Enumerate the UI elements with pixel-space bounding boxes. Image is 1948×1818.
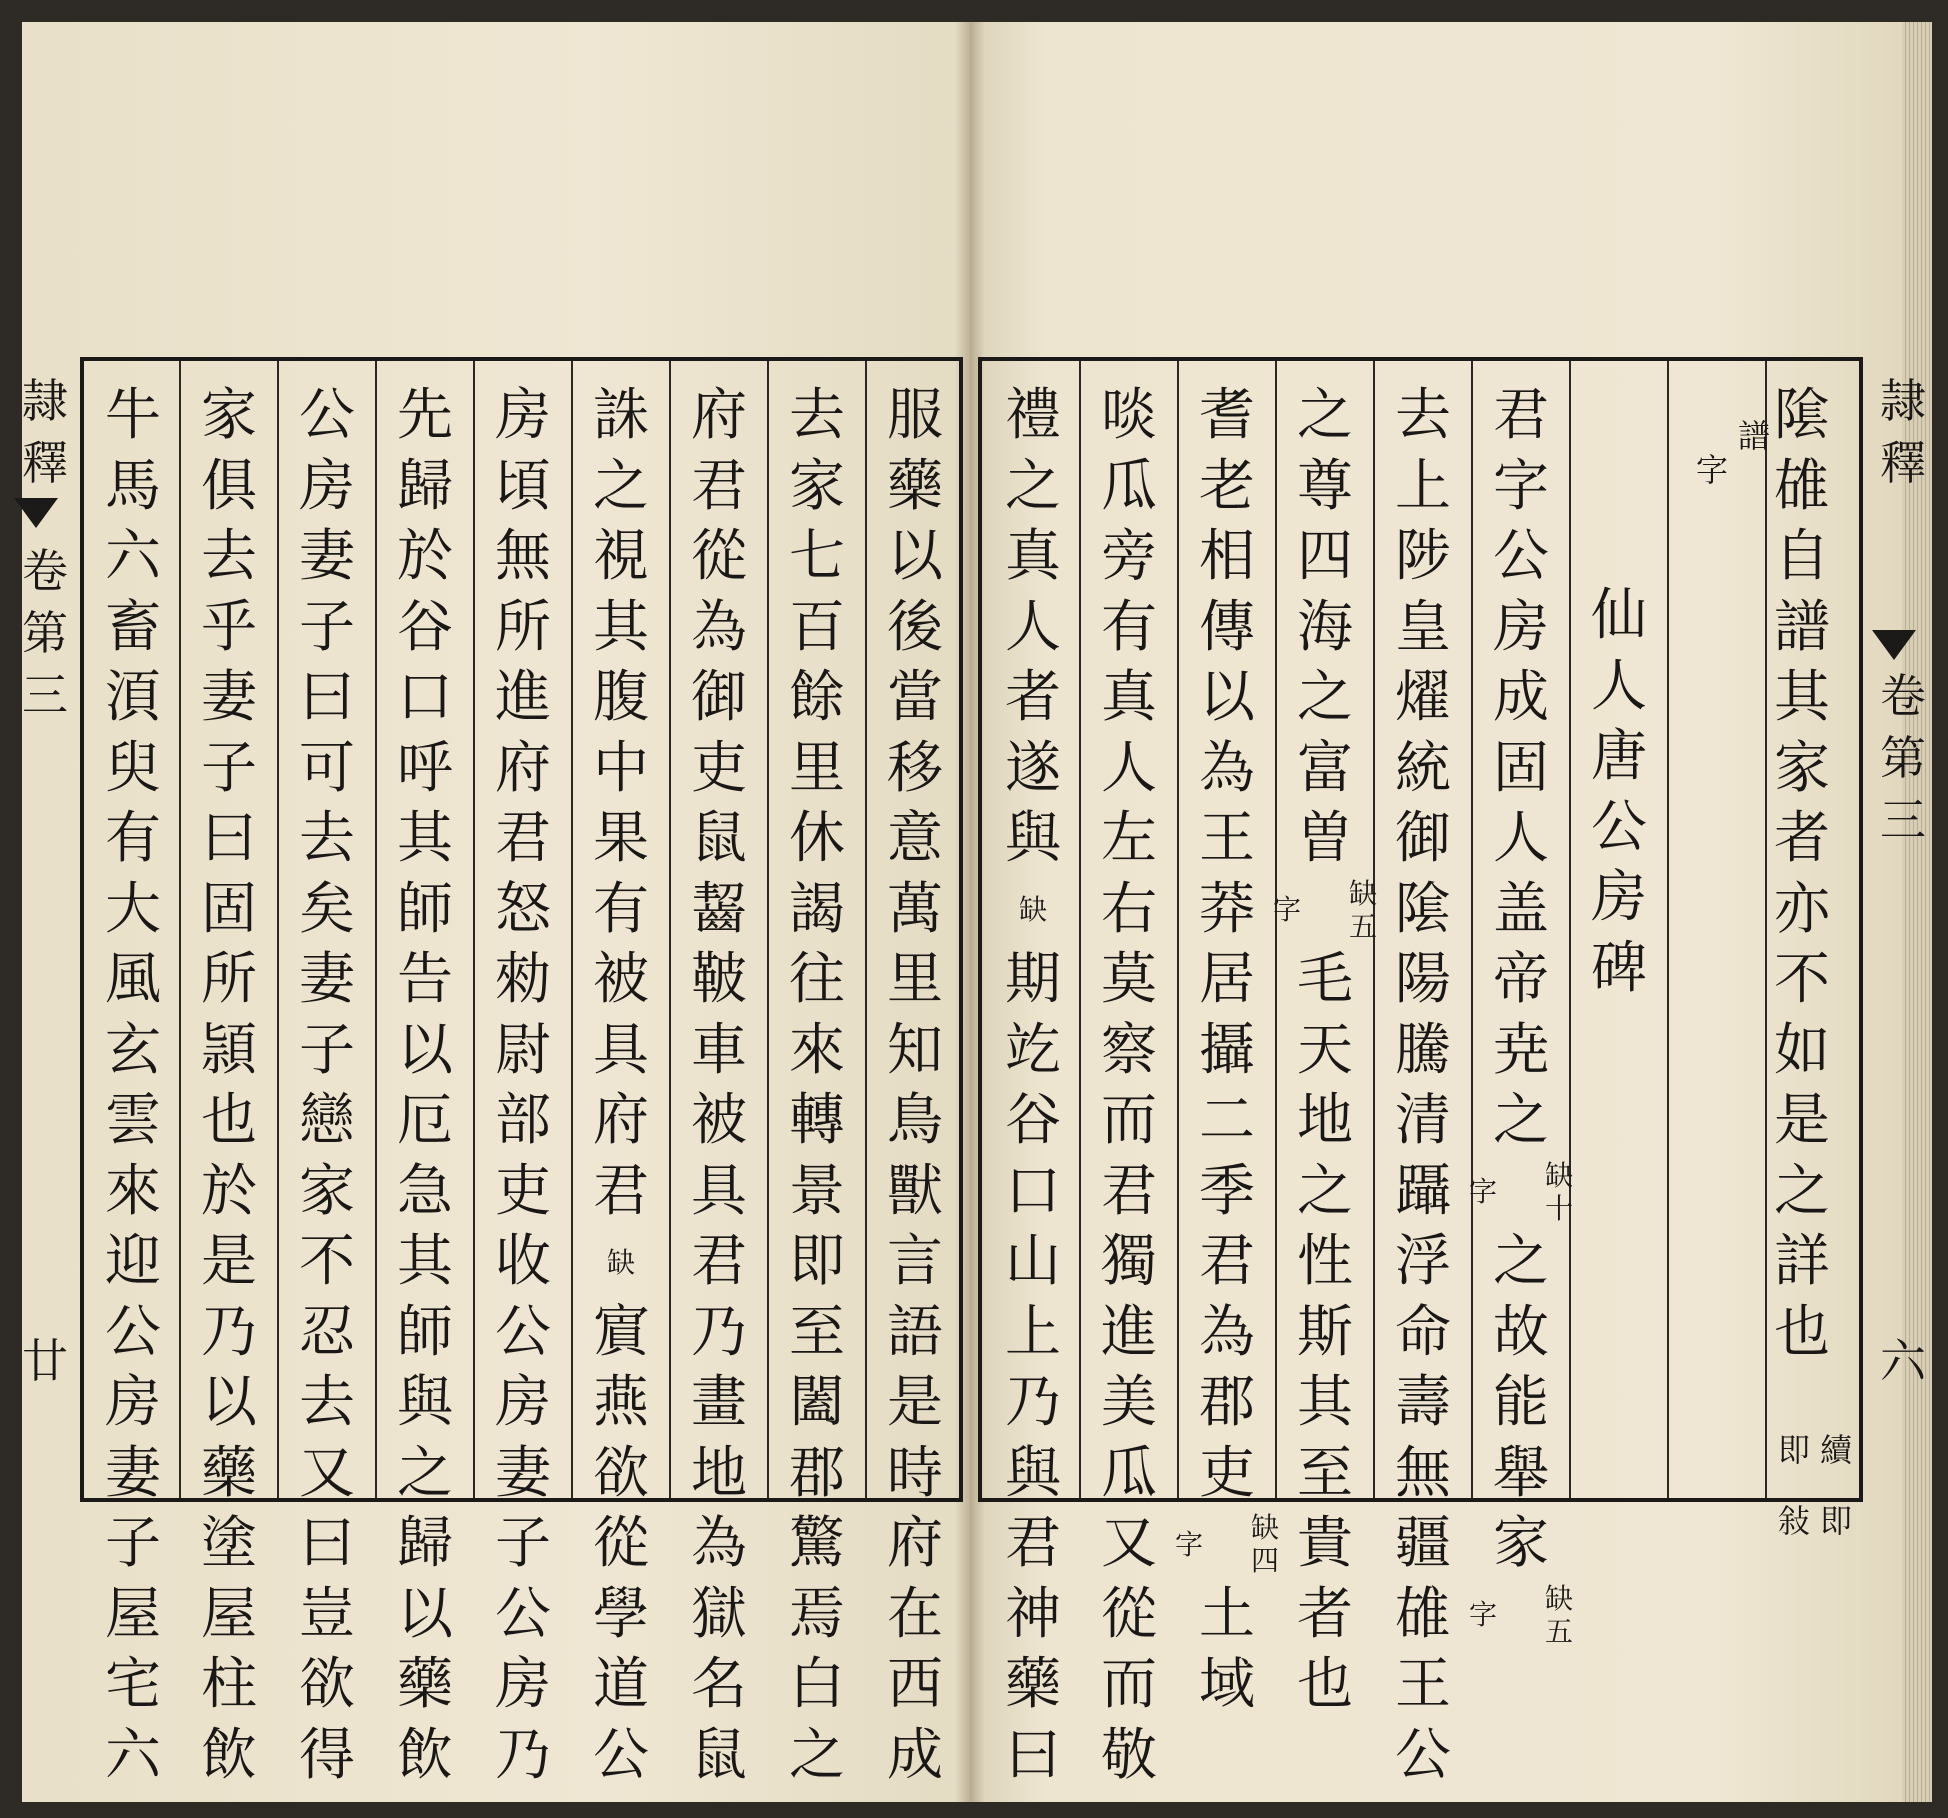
left-col-5: 房 頃 無 所 進 府 君 怒 勑 尉 部 吏 收 公 房 妻 子 公 房 乃: [495, 383, 551, 1788]
left-col-8: 家 俱 去 乎 妻 子 曰 固 所 頴 也 於 是 乃 以 藥 塗 屋 柱 飲: [201, 383, 257, 1788]
right-fold-mark: [1872, 630, 1916, 660]
left-col-4: 誅 之 視 其 腹 中 果 有 被 具 府 君 缺 賔 燕 欲 從 學 道 公: [593, 383, 649, 1788]
right-col-1: 隂 䧺 自 譜 其 家 者 亦 不 如 是 之 詳 也: [1774, 383, 1830, 1365]
right-margin-title-mid: 卷 第 三: [1880, 669, 1926, 847]
left-fold-mark: [14, 498, 58, 528]
right-col-4: 君 字 公 房 成 固 人 盖 帝 尭 之 缺 十 字 之 故 能 舉 家 缺 五 字: [1468, 383, 1573, 1648]
left-margin-title-top: 隷 釋: [22, 374, 68, 490]
left-col-3: 府 君 從 為 御 吏 鼠 齧 鞁 車 被 具 君 乃 畫 地 為 獄 名 鼠: [691, 383, 747, 1788]
left-col-2: 去 家 七 百 餘 里 休 謁 往 來 轉 景 即 至 闔 郡 驚 焉 白 之: [789, 383, 845, 1788]
left-text-frame: [80, 357, 963, 1788]
right-col-8: 啖 瓜 旁 有 真 人 左 右 莫 察 而 君 獨 進 美 瓜 又 從 而 敬: [1101, 383, 1157, 1788]
right-col-7: 耆 老 相 傳 以 為 王 莽 居 攝 二 季 君 為 郡 吏 缺 四 字 土 域: [1174, 383, 1279, 1717]
left-margin-title-mid: 卷 第 三: [22, 544, 68, 722]
left-col-7: 公 房 妻 子 曰 可 去 矣 妻 子 戀 家 不 忍 去 又 曰 豈 欲 得: [299, 383, 355, 1788]
right-margin-page-number: 六: [1880, 1334, 1926, 1388]
left-col-1: 服 藥 以 後 當 移 意 萬 里 知 鳥 獸 言 語 是 時 府 在 西 成: [887, 383, 943, 1788]
right-col-1-notes: 續 即 即 敍: [1777, 1431, 1852, 1540]
right-col-2: 譜 字: [1695, 417, 1770, 489]
page-edges: [1902, 22, 1932, 1802]
left-col-6: 先 歸 於 谷 口 呼 其 師 告 以 厄 急 其 師 與 之 歸 以 藥 飲: [397, 383, 453, 1788]
right-col-9: 禮 之 真 人 者 遂 與 缺 期 䇄 谷 口 山 上 乃 與 君 神 藥 曰: [1005, 383, 1061, 1788]
right-text-frame: [978, 357, 1863, 1788]
stele-title: 仙 人 唐 公 房 碑: [1591, 583, 1647, 1001]
right-margin-title-top: 隷 釋: [1880, 374, 1926, 490]
left-margin-page-number: 廿: [22, 1334, 68, 1388]
right-col-5: 去 上 陟 皇 燿 統 御 隂 陽 騰 清 躡 浮 命 壽 無 疆 䧺 王 公: [1395, 383, 1451, 1788]
left-col-9: 牛 馬 六 畜 湏 臾 有 大 風 玄 雲 來 迎 公 房 妻 子 屋 宅 六: [105, 383, 161, 1788]
right-col-6: 之 尊 四 海 之 富 曽 缺 五 字 毛 天 地 之 性 斯 其 至 貴 者 也: [1272, 383, 1377, 1717]
